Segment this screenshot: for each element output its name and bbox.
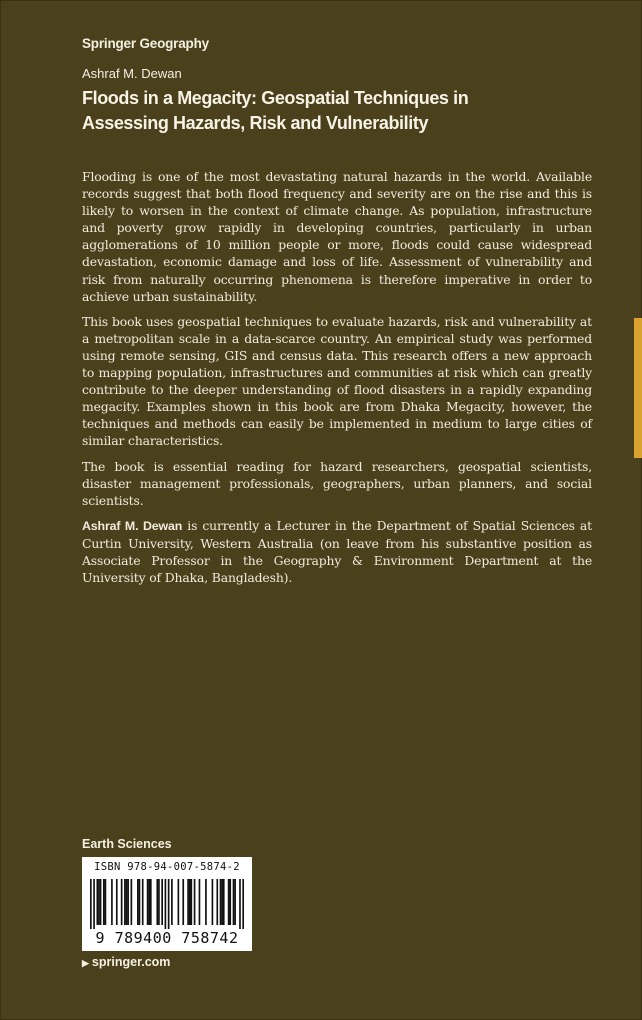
blurb-paragraph: Flooding is one of the most devastating natural hazards in the world. Available records suggest that both flood frequency and severity are on the rise and this is likely to worsen in the context of climate change. As population, infrastructure and poverty grow rapidly in developing countries, particularly in urban agglomerations of 10 million people or more, floods could cause widespread devastation, economic damage and loss of life. Assessment of vulnerability and risk from naturally occurring phenomena is therefore imperative in order to achieve urban sustainability. (82, 169, 592, 304)
barcode-bar (223, 879, 225, 925)
accent-stripe (634, 318, 642, 458)
barcode-bar (158, 879, 160, 925)
subject-category: Earth Sciences (82, 837, 172, 851)
barcode-bar (127, 879, 129, 925)
isbn-label: ISBN 978-94-007-5874-2 (94, 861, 240, 873)
barcode-bar (142, 879, 144, 925)
barcode-bar (111, 879, 113, 925)
barcode-bar (137, 879, 139, 925)
bio-author-name: Ashraf M. Dewan (82, 518, 183, 533)
series-name: Springer Geography (82, 36, 209, 51)
barcode-bar (191, 879, 193, 925)
barcode-bar (90, 879, 92, 929)
barcode-bar (216, 879, 218, 925)
barcode-bar (171, 879, 173, 925)
barcode-bar (96, 879, 98, 925)
ean-digits: 9 789400 758742 (95, 929, 239, 947)
barcode-bar (103, 879, 105, 925)
barcode-bar (165, 879, 167, 929)
barcode-bar (124, 879, 126, 925)
barcode-bar (234, 879, 236, 925)
arrow-right-icon: ▶ (82, 958, 89, 968)
blurb-paragraph: This book uses geospatial techniques to evaluate hazards, risk and vulnerability at a metropolitan scale in a data-scarce country. An empirical study was performed using remote sensing, GIS and census data. This research offers a new approach to mapping population, infrastructures and communities at risk which can greatly contribute to the deeper understanding of flood disasters in a rapidly expanding megacity. Examples shown in this book are from Dhaka Megacity, however, the techniques and methods can easily be implemented in medium to large cities of similar characteristics. (82, 313, 592, 449)
barcode-bar (187, 879, 189, 925)
barcode-bar (93, 879, 95, 929)
barcode-bar (233, 879, 235, 925)
barcode-bar (168, 879, 170, 929)
barcode (82, 857, 252, 951)
barcode-bar (242, 879, 244, 929)
barcode-bar (220, 879, 222, 925)
barcode-bar (239, 879, 241, 929)
barcode-bar (229, 879, 231, 925)
barcode-bar (148, 879, 150, 925)
barcode-bar (182, 879, 184, 925)
barcode-bar (131, 879, 133, 925)
barcode-bar (205, 879, 207, 925)
author-bio (82, 517, 592, 586)
blurb-paragraph: The book is essential reading for hazard researchers, geospatial scientists, disaster management professionals, geographers, urban planners, and social scientists. (82, 458, 592, 508)
barcode-bar (221, 879, 223, 925)
blurb (82, 168, 592, 594)
website-link[interactable] (82, 955, 170, 969)
barcode-bar (156, 879, 158, 925)
website-text: springer.com (91, 955, 171, 969)
barcode-bar (178, 879, 180, 925)
barcode-bar (105, 879, 107, 925)
barcode-bar (228, 879, 230, 925)
barcode-bar (98, 879, 100, 925)
barcode-bar (100, 879, 102, 925)
book-title: Floods in a Megacity: Geospatial Techniques in Assessing Hazards, Risk and Vulnerability (82, 88, 469, 133)
barcode-bar (147, 879, 149, 925)
barcode-bar (126, 879, 128, 925)
bio-text: is currently a Lecturer in the Department of Spatial Sciences at Curtin University, Western Australia (on leave from his substantive position as Associate Professor in the Geography & Environment Department at the University of Dhaka, Bangladesh). (82, 517, 592, 586)
barcode-bar (150, 879, 152, 925)
author-name: Ashraf M. Dewan (82, 66, 182, 81)
barcode-bar (139, 879, 141, 925)
barcode-bar (189, 879, 191, 925)
barcode-bar (161, 879, 163, 925)
barcode-bar (121, 879, 123, 925)
barcode-bar (194, 879, 196, 925)
barcode-bars (90, 879, 244, 929)
barcode-bar (116, 879, 118, 925)
barcode-bar (199, 879, 201, 925)
barcode-bar (212, 879, 214, 925)
